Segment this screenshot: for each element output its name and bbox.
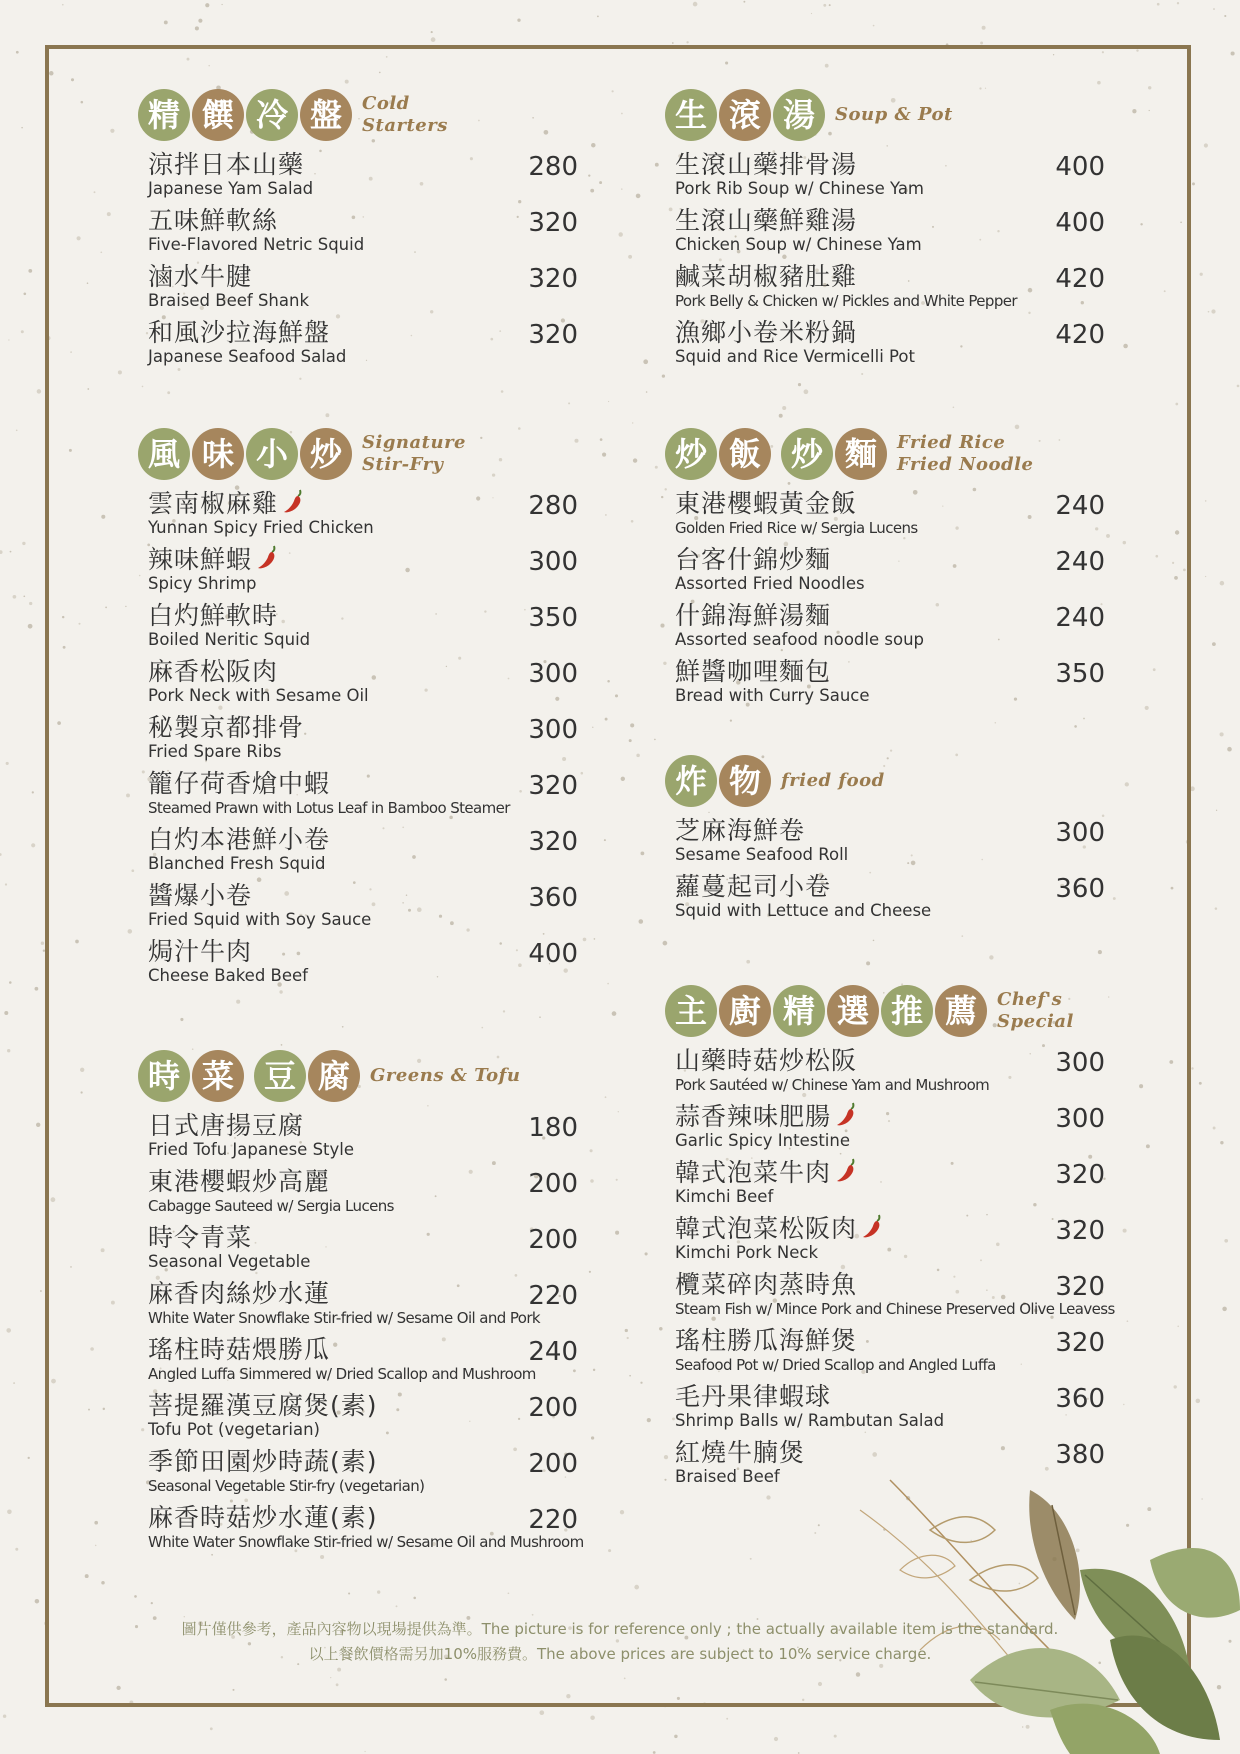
menu-item-name-en: Seasonal Vegetable Stir-fry (vegetarian) [148,1477,425,1495]
menu-item-name-en: Chicken Soup w/ Chinese Yam [675,235,922,254]
heading-character-circle: 炒 [665,428,717,480]
menu-item [138,1390,578,1446]
menu-item [138,1110,578,1166]
menu-item-name-zh: 白灼本港鮮小卷 [148,825,331,854]
menu-item-list [138,149,578,373]
menu-item-name-zh: 鮮醬咖哩麵包 [675,657,832,686]
menu-item [138,656,578,712]
heading-character-circle: 炒 [781,428,833,480]
menu-item-name-en: Japanese Seafood Salad [148,347,347,366]
menu-item [138,1222,578,1278]
menu-item-price: 200 [528,1225,578,1255]
menu-item-name-en: Fried Spare Ribs [148,742,282,761]
menu-item-price: 320 [1055,1216,1105,1246]
heading-english [897,432,1033,476]
menu-item-name-zh: 麻香松阪肉 [148,657,279,686]
menu-item-price: 300 [528,659,578,689]
heading-character-circle: 小 [246,428,298,480]
heading-english-line: Fried Rice [897,432,1006,453]
menu-item-name-en: Blanched Fresh Squid [148,854,326,873]
heading-character-circle: 饌 [192,89,244,141]
section-heading [138,426,578,482]
menu-item-price: 280 [528,152,578,182]
menu-item-name-en: Braised Beef Shank [148,291,309,310]
menu-item-name-zh: 台客什錦炒麵 [675,545,832,574]
menu-item-name-en: White Water Snowflake Stir-fried w/ Sesame Oil and Mushroom [148,1533,584,1551]
menu-item-price: 240 [1055,547,1105,577]
heading-english-line: Fried Noodle [897,454,1034,475]
menu-item [665,1269,1115,1325]
menu-item-name-en: Assorted Fried Noodles [675,574,865,593]
menu-item-price: 360 [528,883,578,913]
menu-item-name-en: Shrimp Balls w/ Rambutan Salad [675,1411,945,1430]
heading-character-circle: 精 [773,985,825,1037]
heading-character-circle: 飯 [719,428,771,480]
heading-character-circle: 炸 [665,755,717,807]
menu-item-name-en: Seafood Pot w/ Dried Scallop and Angled Luffa [675,1356,996,1374]
heading-character-circle: 豆 [254,1050,306,1102]
menu-item-name-zh: 欖菜碎肉蒸時魚 [675,1270,858,1299]
menu-item-price: 320 [1055,1328,1105,1358]
menu-item-name-zh: 醬爆小卷 [148,881,253,910]
heading-english-line: Special [997,1011,1074,1032]
menu-item [138,544,578,600]
menu-item-name-zh: 韓式泡菜松阪肉 [675,1214,858,1243]
menu-item [138,488,578,544]
heading-english [362,432,466,476]
section-greens-tofu [138,1048,584,1558]
heading-english-line: Stir-Fry [362,454,444,475]
menu-item-name-zh: 白灼鮮軟時 [148,601,279,630]
menu-item [138,149,578,205]
menu-item-name-zh: 麻香肉絲炒水蓮 [148,1279,331,1308]
menu-item-name-zh: 漁鄉小卷米粉鍋 [675,318,858,347]
menu-item [138,880,578,936]
heading-character-circle: 炒 [300,428,352,480]
section-heading [665,983,1105,1039]
menu-item-name-en: Seasonal Vegetable [148,1252,311,1271]
section-heading [665,753,1105,809]
chili-pepper-icon [282,488,306,522]
menu-item-list [138,1110,584,1558]
menu-item-price: 400 [1055,208,1105,238]
menu-item-price: 320 [528,320,578,350]
chili-pepper-icon [256,544,280,578]
menu-item-name-zh: 蒜香辣味肥腸 [675,1102,832,1131]
menu-item-name-en: Kimchi Beef [675,1187,774,1206]
leaf-decoration [820,1470,1240,1754]
menu-item [138,1166,578,1222]
menu-item-price: 320 [528,264,578,294]
menu-item-price: 300 [1055,818,1105,848]
menu-item [665,544,1105,600]
menu-item-price: 400 [528,939,578,969]
menu-item-name-zh: 涼拌日本山藥 [148,150,305,179]
menu-item-name-zh: 籠仔荷香熗中蝦 [148,769,331,798]
menu-item-name-en: Cheese Baked Beef [148,966,308,985]
heading-character-circle: 湯 [773,89,825,141]
menu-item [138,768,578,824]
menu-item [138,205,578,261]
menu-item-name-en: Garlic Spicy Intestine [675,1131,850,1150]
menu-item [138,712,578,768]
menu-item-name-zh: 毛丹果律蝦球 [675,1382,832,1411]
heading-english [370,1065,520,1087]
menu-item-price: 360 [1055,874,1105,904]
menu-item-name-en: Steamed Prawn with Lotus Leaf in Bamboo Steamer [148,799,510,817]
menu-item [665,1045,1105,1101]
menu-item-name-en: Squid and Rice Vermicelli Pot [675,347,915,366]
menu-item [665,815,1105,871]
menu-item-name-zh: 瑤柱時菇煨勝瓜 [148,1335,331,1364]
heading-english [835,104,953,126]
section-chefs-special [665,983,1115,1493]
menu-item-price: 380 [1055,1440,1105,1470]
menu-item-price: 180 [528,1113,578,1143]
chili-pepper-icon [835,1157,859,1191]
menu-item [665,600,1105,656]
menu-item-price: 320 [528,771,578,801]
menu-item-name-en: Bread with Curry Sauce [675,686,870,705]
heading-character-circle: 腐 [308,1050,360,1102]
heading-character-circle: 薦 [935,985,987,1037]
menu-item-list [138,488,578,992]
menu-item-list [665,488,1105,712]
menu-item-name-zh: 滷水牛腱 [148,262,253,291]
menu-item-name-zh: 生滾山藥排骨湯 [675,150,858,179]
menu-item-name-en: Boiled Neritic Squid [148,630,311,649]
menu-item [665,1213,1105,1269]
menu-item [138,1446,578,1502]
heading-english [997,989,1074,1033]
menu-item-price: 200 [528,1449,578,1479]
chili-pepper-icon [861,1213,885,1247]
menu-item [665,488,1105,544]
heading-english-line: Greens & Tofu [370,1065,521,1086]
menu-item-name-zh: 時令青菜 [148,1223,253,1252]
menu-item-name-en: Golden Fried Rice w/ Sergia Lucens [675,519,918,537]
menu-item [665,205,1105,261]
heading-english-line: Starters [362,115,448,136]
heading-character-circle: 廚 [719,985,771,1037]
menu-item-name-zh: 東港櫻蝦黃金飯 [675,489,858,518]
menu-item-name-zh: 韓式泡菜牛肉 [675,1158,832,1187]
heading-english-line: Signature [362,432,467,453]
menu-item-name-en: Angled Luffa Simmered w/ Dried Scallop and Mushroom [148,1365,536,1383]
menu-item-name-en: White Water Snowflake Stir-fried w/ Sesame Oil and Pork [148,1309,540,1327]
heading-english-line: Soup & Pot [835,104,953,125]
menu-item-name-zh: 辣味鮮蝦 [148,545,253,574]
menu-item-name-zh: 鹹菜胡椒豬肚雞 [675,262,858,291]
heading-character-circle: 精 [138,89,190,141]
heading-character-circle: 麵 [835,428,887,480]
menu-item-name-zh: 芝麻海鮮卷 [675,816,806,845]
menu-item-price: 400 [1055,152,1105,182]
menu-item-name-zh: 五味鮮軟絲 [148,206,279,235]
menu-item-name-en: Squid with Lettuce and Cheese [675,901,932,920]
menu-item-price: 320 [1055,1160,1105,1190]
menu-item [138,1334,578,1390]
heading-english [362,93,448,137]
heading-character-circle: 盤 [300,89,352,141]
menu-item-list [665,1045,1115,1493]
section-fried-food [665,753,1105,927]
menu-item-price: 420 [1055,320,1105,350]
menu-item-price: 240 [1055,603,1105,633]
heading-character-circle: 風 [138,428,190,480]
menu-item [138,1502,584,1558]
menu-item-price: 200 [528,1393,578,1423]
menu-item [665,1157,1105,1213]
menu-item-name-en: Fried Squid with Soy Sauce [148,910,372,929]
menu-item-name-zh: 季節田園炒時蔬(素) [148,1447,378,1476]
menu-item-price: 280 [528,491,578,521]
menu-item-price: 220 [528,1505,578,1535]
menu-item-name-en: Pork Neck with Sesame Oil [148,686,369,705]
menu-item [138,1278,578,1334]
menu-item-name-en: Assorted seafood noodle soup [675,630,924,649]
menu-item-name-zh: 和風沙拉海鮮盤 [148,318,331,347]
menu-item-name-en: Sesame Seafood Roll [675,845,849,864]
section-heading [665,426,1105,482]
heading-english-line: fried food [781,770,885,791]
menu-item-price: 240 [528,1337,578,1367]
menu-item-name-en: Pork Sautéed w/ Chinese Yam and Mushroom [675,1076,990,1094]
menu-item [138,261,578,317]
menu-item-name-zh: 日式唐揚豆腐 [148,1111,305,1140]
heading-character-circle: 時 [138,1050,190,1102]
menu-item-name-zh: 山藥時菇炒松阪 [675,1046,858,1075]
menu-item-name-en: Five-Flavored Netric Squid [148,235,365,254]
menu-item-price: 200 [528,1169,578,1199]
menu-item-price: 300 [1055,1048,1105,1078]
section-heading [665,87,1105,143]
menu-item [665,1381,1105,1437]
menu-item-name-en: Pork Belly & Chicken w/ Pickles and White Pepper [675,292,1017,310]
menu-item-price: 320 [528,208,578,238]
menu-item-name-zh: 生滾山藥鮮雞湯 [675,206,858,235]
section-cold-starters [138,87,578,373]
menu-item-name-en: Braised Beef [675,1467,780,1486]
menu-item-name-en: Fried Tofu Japanese Style [148,1140,355,1159]
menu-item-name-en: Pork Rib Soup w/ Chinese Yam [675,179,925,198]
menu-item-name-zh: 東港櫻蝦炒高麗 [148,1167,331,1196]
section-fried-rice-noodle [665,426,1105,712]
menu-item [138,317,578,373]
section-soup-pot [665,87,1105,373]
menu-item-price: 350 [1055,659,1105,689]
menu-item-name-zh: 焗汁牛肉 [148,937,253,966]
menu-item-name-en: Kimchi Pork Neck [675,1243,818,1262]
heading-character-circle: 生 [665,89,717,141]
menu-item-price: 420 [1055,264,1105,294]
menu-item-price: 350 [528,603,578,633]
heading-character-circle: 選 [827,985,879,1037]
menu-item-name-zh: 麻香時菇炒水蓮(素) [148,1503,378,1532]
heading-character-circle: 物 [719,755,771,807]
menu-item [665,871,1105,927]
menu-item [665,656,1105,712]
menu-item-price: 320 [1055,1272,1105,1302]
menu-item-price: 300 [528,547,578,577]
menu-item [665,1101,1105,1157]
menu-item-price: 300 [1055,1104,1105,1134]
heading-character-circle: 味 [192,428,244,480]
heading-english [781,770,885,792]
menu-item-name-en: Steam Fish w/ Mince Pork and Chinese Preserved Olive Leavess [675,1300,1115,1318]
menu-item [138,600,578,656]
menu-item-name-en: Tofu Pot (vegetarian) [148,1420,320,1439]
heading-character-circle: 主 [665,985,717,1037]
menu-item-name-zh: 蘿蔓起司小卷 [675,872,832,901]
heading-english-line: Cold [362,93,410,114]
menu-item [665,149,1105,205]
footer-disclaimer: 圖片僅供參考，產品內容物以現場提供為準。The picture is for reference only ; the actually available item is the standard. [181,1620,1059,1638]
menu-item-price: 320 [528,827,578,857]
menu-item-name-zh: 什錦海鮮湯麵 [675,601,832,630]
heading-character-circle: 冷 [246,89,298,141]
heading-character-circle: 滾 [719,89,771,141]
section-signature-stir-fry [138,426,578,992]
menu-item-name-zh: 瑤柱勝瓜海鮮煲 [675,1326,858,1355]
heading-character-circle: 推 [881,985,933,1037]
menu-item-name-zh: 雲南椒麻雞 [148,489,279,518]
section-heading [138,87,578,143]
menu-item-name-en: Spicy Shrimp [148,574,257,593]
menu-item-price: 360 [1055,1384,1105,1414]
menu-item [665,1325,1105,1381]
menu-item-price: 300 [528,715,578,745]
menu-item-list [665,815,1105,927]
menu-item-name-en: Cabagge Sauteed w/ Sergia Lucens [148,1197,394,1215]
menu-item-name-zh: 紅燒牛腩煲 [675,1438,806,1467]
menu-item [138,824,578,880]
menu-item-name-zh: 菩提羅漢豆腐煲(素) [148,1391,378,1420]
menu-item [138,936,578,992]
heading-english-line: Chef's [997,989,1063,1010]
menu-item [665,317,1105,373]
menu-item-name-en: Yunnan Spicy Fried Chicken [148,518,374,537]
menu-item [665,261,1105,317]
heading-character-circle: 菜 [192,1050,244,1102]
menu-item-price: 240 [1055,491,1105,521]
footer-service-charge: 以上餐飲價格需另加10%服務費。The above prices are subject to 10% service charge. [308,1645,932,1663]
section-heading [138,1048,578,1104]
menu-item-list [665,149,1105,373]
chili-pepper-icon [835,1101,859,1135]
menu-item-price: 220 [528,1281,578,1311]
menu-item-name-en: Japanese Yam Salad [148,179,314,198]
menu-item-name-zh: 秘製京都排骨 [148,713,305,742]
